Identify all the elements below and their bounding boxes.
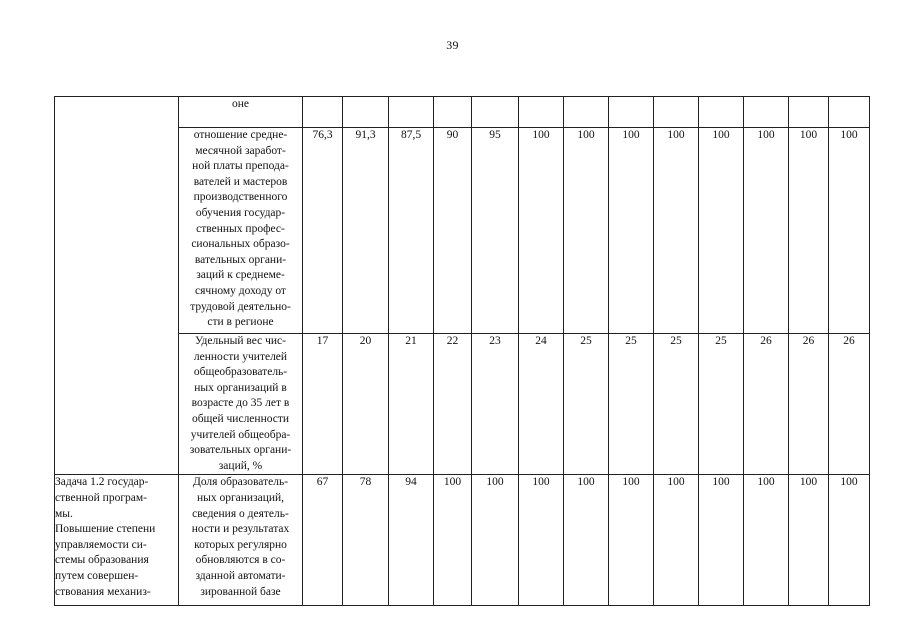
- value-cell: 20: [343, 334, 389, 475]
- value-cell: [434, 97, 472, 128]
- value-cell: 25: [699, 334, 744, 475]
- value-cell: 100: [654, 128, 699, 334]
- value-cell: [829, 97, 870, 128]
- indicator-cell: Доля образователь- ных организаций, сведения о деятель- ности и результатах которых регулярно обновляются в со- зданной автомати- зированной базе: [179, 475, 303, 606]
- value-cell: 100: [609, 475, 654, 606]
- value-cell: 24: [519, 334, 564, 475]
- table-row: [55, 475, 870, 606]
- table-row: [55, 97, 870, 128]
- value-cell: 25: [564, 334, 609, 475]
- task-cell: Задача 1.2 государ- ственной програм- мы. Повышение степени управляемости си- стемы образования путем совершен- ствования механиз-: [55, 475, 179, 606]
- value-cell: 100: [699, 475, 744, 606]
- value-cell: 100: [789, 475, 829, 606]
- value-cell: 100: [654, 475, 699, 606]
- value-cell: 95: [472, 128, 519, 334]
- value-cell: 76,3: [303, 128, 343, 334]
- value-cell: 100: [744, 475, 789, 606]
- value-cell: 100: [829, 475, 870, 606]
- value-cell: 90: [434, 128, 472, 334]
- value-cell: 100: [789, 128, 829, 334]
- value-cell: [699, 97, 744, 128]
- value-cell: 100: [564, 128, 609, 334]
- value-cell: 100: [564, 475, 609, 606]
- value-cell: 67: [303, 475, 343, 606]
- value-cell: 100: [699, 128, 744, 334]
- value-cell: 100: [519, 128, 564, 334]
- value-cell: 100: [744, 128, 789, 334]
- value-cell: 26: [789, 334, 829, 475]
- value-cell: [744, 97, 789, 128]
- value-cell: 22: [434, 334, 472, 475]
- indicators-table: [54, 96, 870, 606]
- task-cell-empty: [55, 97, 179, 475]
- value-cell: [564, 97, 609, 128]
- value-cell: [303, 97, 343, 128]
- page-number: 39: [446, 38, 459, 52]
- value-cell: 23: [472, 334, 519, 475]
- value-cell: 100: [829, 128, 870, 334]
- value-cell: 100: [434, 475, 472, 606]
- value-cell: 26: [744, 334, 789, 475]
- value-cell: 25: [654, 334, 699, 475]
- table-body: [55, 97, 870, 606]
- value-cell: [343, 97, 389, 128]
- value-cell: 21: [389, 334, 434, 475]
- value-cell: 100: [609, 128, 654, 334]
- value-cell: 78: [343, 475, 389, 606]
- value-cell: 100: [519, 475, 564, 606]
- value-cell: 91,3: [343, 128, 389, 334]
- value-cell: [472, 97, 519, 128]
- indicator-cell: Удельный вес чис- ленности учителей общеобразователь- ных организаций в возрасте до 35 лет в общей численности учителей общеобра- зовательных органи- заций, %: [179, 334, 303, 475]
- value-cell: 87,5: [389, 128, 434, 334]
- indicator-cell: оне: [179, 97, 303, 128]
- value-cell: 25: [609, 334, 654, 475]
- value-cell: [789, 97, 829, 128]
- value-cell: 94: [389, 475, 434, 606]
- value-cell: 17: [303, 334, 343, 475]
- value-cell: [609, 97, 654, 128]
- value-cell: 26: [829, 334, 870, 475]
- value-cell: [519, 97, 564, 128]
- value-cell: 100: [472, 475, 519, 606]
- value-cell: [389, 97, 434, 128]
- value-cell: [654, 97, 699, 128]
- indicator-cell: отношение средне- месячной заработ- ной платы препода- вателей и мастеров производственного обучения государ- ственных профес- сиональных образо- вательных органи- заций к среднеме- сячному доходу от трудовой деятельно- сти в регионе: [179, 128, 303, 334]
